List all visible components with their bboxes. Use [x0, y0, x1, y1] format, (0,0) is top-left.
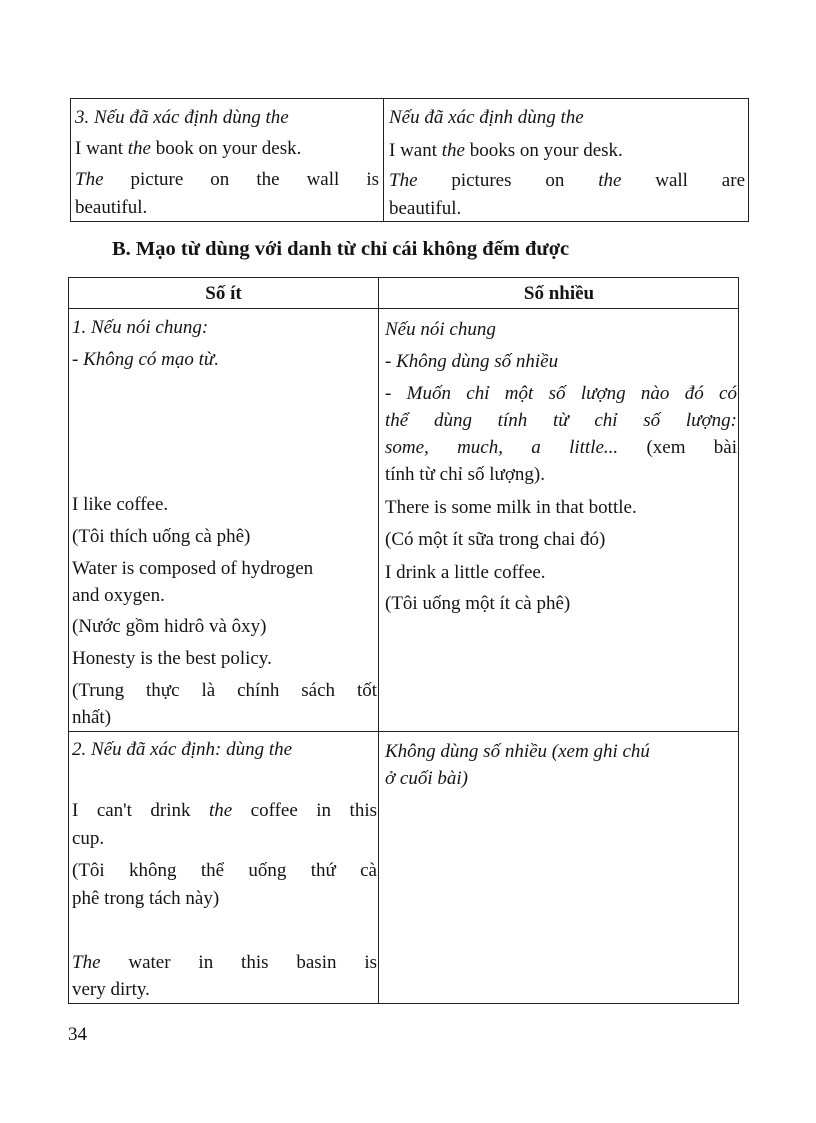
cell-line: (Có một ít sữa trong chai đó) [385, 529, 606, 550]
header-plural: Số nhiều [523, 283, 595, 304]
cell-line: - Không dùng số nhiều [385, 351, 559, 372]
cell-line: I drink a little coffee. [385, 562, 546, 583]
table-a-right-line: Nếu đã xác định dùng the [389, 107, 584, 128]
cell-line: There is some milk in that bottle. [385, 497, 637, 518]
cell-line: Nếu nói chung [385, 319, 496, 340]
table-a-left-line: The picture on the wall is [75, 169, 379, 190]
cell-line: Không dùng số nhiều (xem ghi chú [385, 741, 650, 762]
cell-line: phê trong tách này) [72, 888, 220, 909]
table-b-divider [378, 278, 379, 1003]
cell-line: very dirty. [72, 979, 150, 1000]
cell-line: Honesty is the best policy. [72, 648, 272, 669]
table-a-left-line: I want the book on your desk. [75, 138, 302, 159]
table-a-right-cell [389, 99, 745, 221]
table-a-left-line: 3. Nếu đã xác định dùng the [75, 107, 289, 128]
header-singular: Số ít [205, 283, 242, 304]
cell-line: and oxygen. [72, 585, 165, 606]
cell-line: nhất) [72, 707, 112, 728]
cell-line: thể dùng tính từ chỉ số lượng: [385, 410, 737, 431]
row2-right-cell [385, 278, 737, 1003]
table-a-right-line: The pictures on the wall are [389, 170, 745, 191]
table-a [70, 98, 749, 222]
cell-line: tính từ chỉ số lượng). [385, 464, 545, 485]
row2-left-cell [72, 278, 376, 1003]
cell-line: - Không có mạo từ. [72, 349, 220, 370]
table-a-left-cell [75, 99, 379, 221]
page-number: 34 [68, 1024, 87, 1045]
table-a-right-line: beautiful. [389, 198, 462, 219]
cell-line: cup. [72, 828, 105, 849]
cell-line: I can't drink the coffee in this [72, 800, 377, 821]
table-a-left-line: beautiful. [75, 197, 148, 218]
cell-line: ở cuối bài) [385, 768, 468, 789]
cell-line: (Tôi uống một ít cà phê) [385, 593, 571, 614]
cell-line: (Tôi không thể uống thứ cà [72, 860, 377, 881]
table-a-right-line: I want the books on your desk. [389, 140, 623, 161]
cell-line: (Trung thực là chính sách tốt [72, 680, 377, 701]
cell-line: Water is composed of hydrogen [72, 558, 314, 579]
cell-line: 1. Nếu nói chung: [72, 317, 209, 338]
cell-line: The water in this basin is [72, 952, 377, 973]
cell-line: 2. Nếu đã xác định: dùng the [72, 739, 293, 760]
section-b-title: B. Mạo từ dùng với danh từ chỉ cái không đếm được [112, 238, 570, 260]
cell-line: (Tôi thích uống cà phê) [72, 526, 251, 547]
cell-line: I like coffee. [72, 494, 169, 515]
cell-line: some, much, a little... (xem bài [385, 437, 737, 458]
cell-line: (Nước gồm hidrô và ôxy) [72, 616, 267, 637]
table-a-divider [383, 99, 384, 221]
table-b [68, 277, 739, 1004]
cell-line: - Muốn chỉ một số lượng nào đó có [385, 383, 737, 404]
